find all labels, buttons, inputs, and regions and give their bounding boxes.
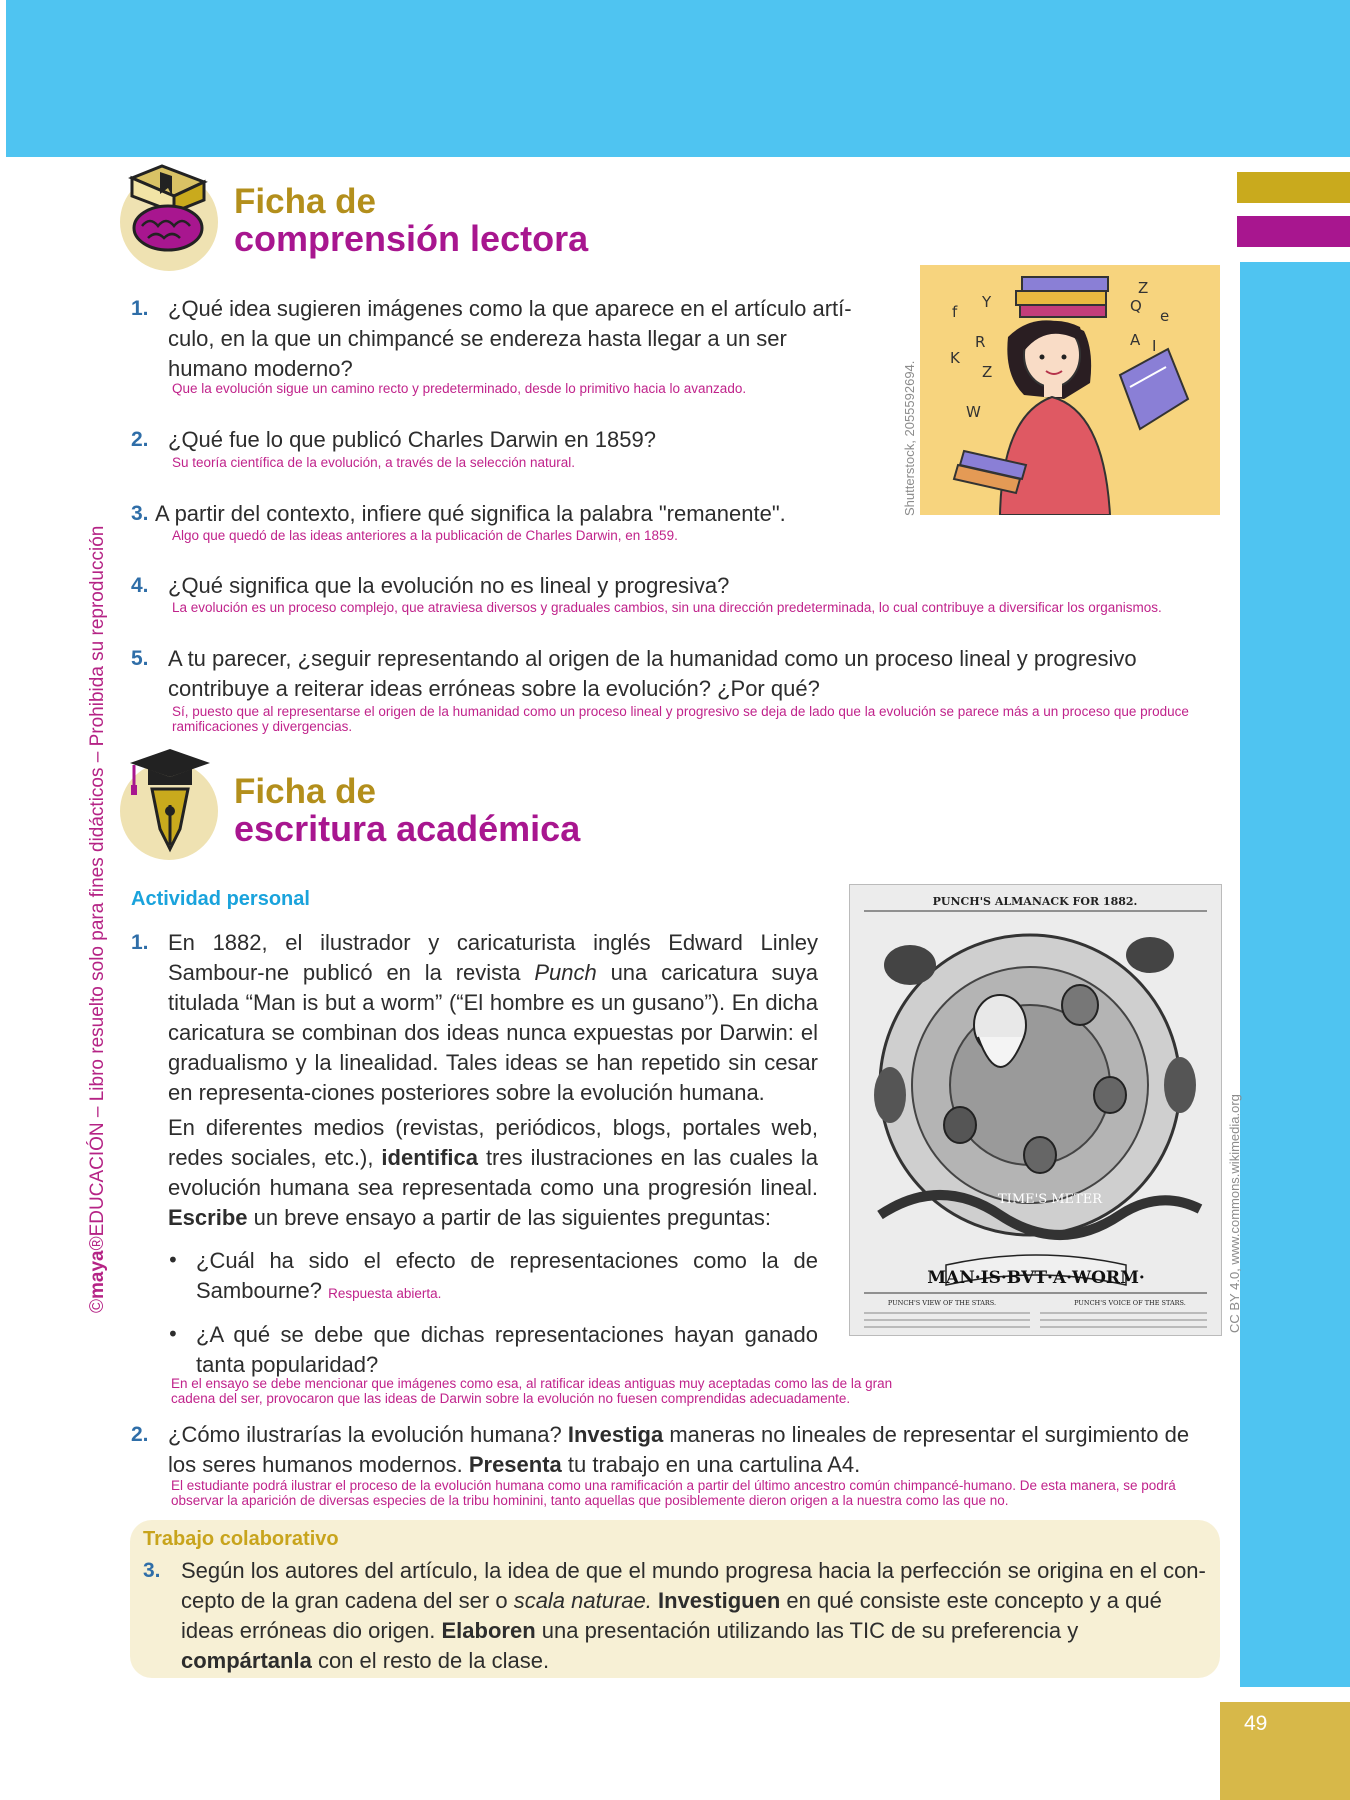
s1-q5-number: 5. <box>131 647 149 670</box>
s2-q3-number: 3. <box>143 1559 161 1582</box>
s2-bullet1-answer: Respuesta abierta. <box>328 1286 442 1301</box>
svg-text:W: W <box>966 403 981 421</box>
svg-text:Z: Z <box>1138 279 1149 297</box>
svg-text:Q: Q <box>1130 297 1142 315</box>
s1-q2-number: 2. <box>131 428 149 451</box>
section-tab-magenta <box>1237 216 1350 247</box>
bullet-dot-2: • <box>167 1322 179 1346</box>
cartoon-foot-left: PUNCH'S VIEW OF THE STARS. <box>887 1299 997 1307</box>
s2-bullet2-answer: En el ensayo se debe mencionar que imágenes como esa, al ratificar ideas antiguas muy aceptadas como las de la gran cadena del ser, provocaron que las ideas de Darwin sobre la evolución no fuesen comprendidas adecuadamente. <box>171 1376 893 1406</box>
top-band-edge <box>0 0 6 157</box>
punch-cartoon-image <box>849 884 1222 1336</box>
s1-q3-text: A partir del contexto, infiere qué significa la palabra "remanente". <box>155 501 786 526</box>
s1-q4-number: 4. <box>131 574 149 597</box>
s2-q1-paragraph1: En 1882, el ilustrador y caricaturista inglés Edward Linley Sambour-ne publicó en la revista Punch una caricatura suya titulada “Man is but a worm” (“El hombre es un gusano”). En dicha caricatura se combinan dos ideas nunca expuestas por Darwin: el gradualismo y la linealidad. Tales ideas se han repetido sin cesar en representa-ciones posteriores sobre la evolución humana. <box>168 930 819 1105</box>
cartoon-credit: CC BY 4.0, www.commons.wikimedia.org <box>1227 1094 1242 1333</box>
cartoon-foot-right: PUNCH'S VOICE OF THE STARS. <box>1074 1299 1186 1307</box>
graduation-pen-icon <box>124 745 224 855</box>
svg-text:A: A <box>1130 331 1141 349</box>
section1-title-line1: Ficha de <box>234 182 376 221</box>
s1-q1-answer: Que la evolución sigue un camino recto y predeterminado, desde lo primitivo hacia lo avanzado. <box>172 381 747 396</box>
s1-q5-answer: Sí, puesto que al representarse el origen de la humanidad como un proceso lineal y progresivo se deja de lado que la evolución se parece más a un proceso que produce ramificaciones y divergencias. <box>172 704 1189 734</box>
s1-q4-answer: La evolución es un proceso complejo, que atraviesa diversos y graduales cambios, sin una dirección predeterminada, lo cual contribuye a diversificar los organismos. <box>172 600 1162 615</box>
svg-text:R: R <box>975 333 986 351</box>
vertical-copyright: ©maya®EDUCACIÓN – Libro resuelto solo para fines didácticos – Prohibida su reproducción <box>87 525 108 1313</box>
section1-title-line2: comprensión lectora <box>234 218 589 259</box>
svg-text:K: K <box>950 349 960 367</box>
s2-q2-number: 2. <box>131 1423 149 1446</box>
s1-q4-text: ¿Qué significa que la evolución no es lineal y progresiva? <box>168 573 730 598</box>
bullet-dot-1: • <box>167 1248 179 1272</box>
s1-q2-text: ¿Qué fue lo que publicó Charles Darwin en 1859? <box>168 427 656 452</box>
s1-q3-answer: Algo que quedó de las ideas anteriores a la publicación de Charles Darwin, en 1859. <box>172 528 678 543</box>
s2-q2-text: ¿Cómo ilustrarías la evolución humana? Investiga maneras no lineales de representar el surgimiento de los seres humanos modernos. Presenta tu trabajo en una cartulina A4. <box>168 1422 1190 1477</box>
s2-q2-answer: El estudiante podrá ilustrar el proceso de la evolución humana como una ramificación a partir del último ancestro común chimpancé-humano. De esta manera, se podrá observar la aparición de diversas especies de la tribu hominini, tanto aquellas que posiblemente dieron origen a la nuestra como las que no. <box>171 1478 1176 1508</box>
section-tab-gold <box>1237 172 1350 203</box>
cartoon-banner: MAN·IS·BVT·A·WORM· <box>927 1268 1145 1288</box>
s2-q1-paragraph2: En diferentes medios (revistas, periódicos, blogs, portales web, redes sociales, etc.), identifica tres ilustraciones en las cuales la evolución humana sea representada como una progresión lineal. Escribe un breve ensayo a partir de las siguientes preguntas: <box>168 1115 818 1230</box>
book-brain-icon <box>122 160 222 260</box>
page-number: 49 <box>1244 1712 1268 1735</box>
collaborative-heading: Trabajo colaborativo <box>143 1528 339 1550</box>
section2-title-line2: escritura académica <box>234 808 581 849</box>
svg-text:I: I <box>1152 337 1157 355</box>
s1-q5-text: A tu parecer, ¿seguir representando al origen de la humanidad como un proceso lineal y progresivo contribuye a reiterar ideas erróneas sobre la evolución? ¿Por qué? <box>168 646 1137 701</box>
s2-q1-number: 1. <box>131 931 149 954</box>
s2-q3-text: Según los autores del artículo, la idea de que el mundo progresa hacia la perfección se origina en el con-cepto de la gran cadena del ser o scala naturae. Investiguen en qué consiste este concepto y a qué ideas erróneas dio origen. Elaboren una presentación utilizando las TIC de su preferencia y compártanla con el resto de la clase. <box>181 1558 1206 1673</box>
cartoon-time-label: TIME'S METER <box>998 1192 1102 1207</box>
svg-text:Z: Z <box>982 363 993 381</box>
s2-bullet2: ¿A qué se debe que dichas representaciones hayan ganado tanta popularidad? <box>196 1322 818 1377</box>
svg-text:e: e <box>1160 307 1170 325</box>
top-image-credit: Shutterstock, 2055592694. <box>902 360 917 516</box>
girl-reading-illustration <box>920 265 1220 515</box>
section2-title-line1: Ficha de <box>234 772 376 811</box>
s1-q1-number: 1. <box>131 297 149 320</box>
right-side-bar <box>1240 262 1350 1687</box>
top-color-band <box>0 0 1350 157</box>
personal-activity-heading: Actividad personal <box>131 888 310 910</box>
s1-q2-answer: Su teoría científica de la evolución, a través de la selección natural. <box>172 455 575 470</box>
svg-text:f: f <box>952 303 958 321</box>
s1-q3-number: 3. <box>131 502 149 525</box>
cartoon-header: PUNCH'S ALMANACK FOR 1882. <box>932 895 1138 908</box>
svg-text:Y: Y <box>982 293 992 311</box>
s1-q1-text: ¿Qué idea sugieren imágenes como la que aparece en el artículo artí-culo, en la que un chimpancé se endereza hasta llegar a un ser humano moderno? <box>168 296 852 381</box>
s2-bullet1: ¿Cuál ha sido el efecto de representaciones como la de Sambourne? Respuesta abierta. <box>196 1248 818 1303</box>
